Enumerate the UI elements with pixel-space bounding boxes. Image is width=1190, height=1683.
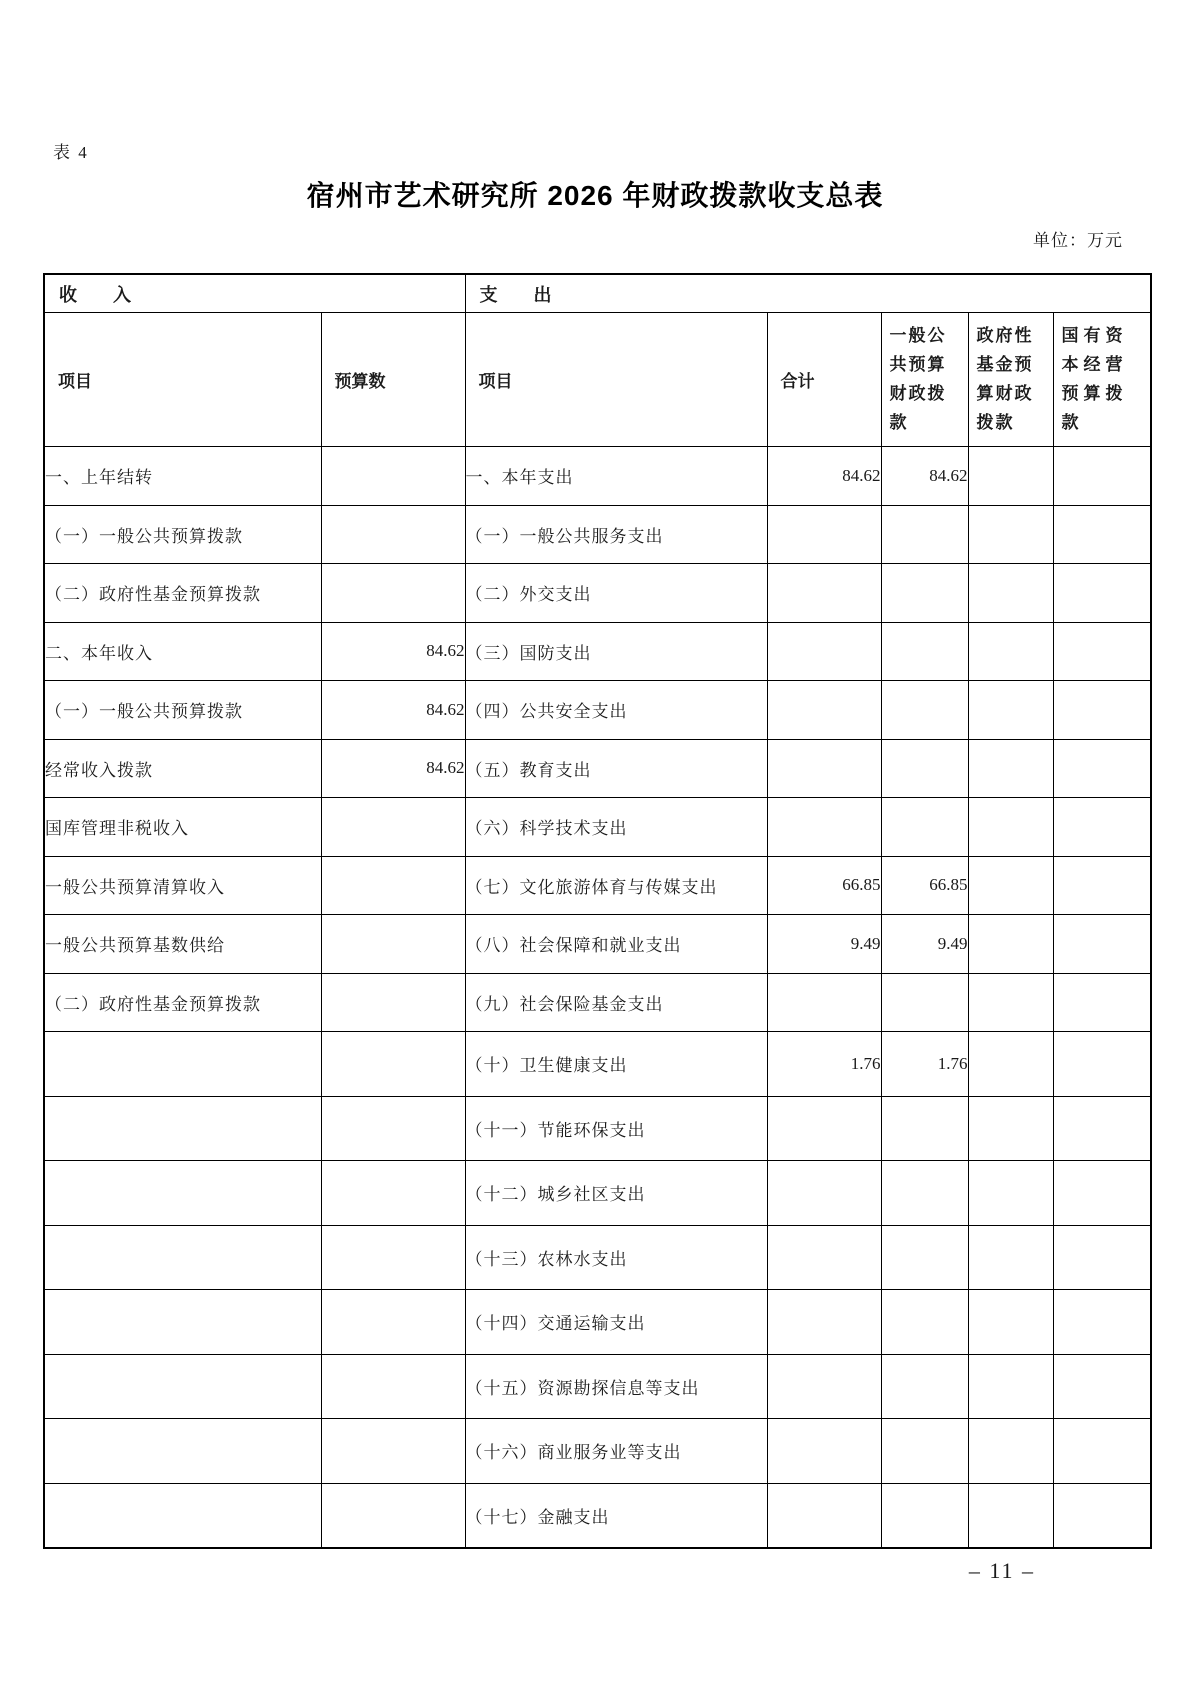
gov-fund-cell bbox=[968, 447, 1053, 506]
total-cell: 1.76 bbox=[767, 1032, 881, 1097]
total-cell bbox=[767, 1419, 881, 1484]
table-row bbox=[44, 505, 1151, 564]
state-capital-cell bbox=[1053, 856, 1151, 915]
income-item-cell bbox=[44, 1354, 321, 1419]
state-capital-cell bbox=[1053, 564, 1151, 623]
column-header-income-item: 项目 bbox=[44, 313, 321, 447]
state-capital-cell bbox=[1053, 1096, 1151, 1161]
unit-note: 单位：万元 bbox=[1033, 231, 1123, 250]
income-budget-cell bbox=[321, 1225, 465, 1290]
income-item-cell bbox=[44, 1483, 321, 1548]
gov-fund-cell bbox=[968, 739, 1053, 798]
total-cell: 84.62 bbox=[767, 447, 881, 506]
income-section-header: 收 入 bbox=[44, 274, 465, 313]
gov-fund-cell bbox=[968, 564, 1053, 623]
exp-item-cell: （四）公共安全支出 bbox=[465, 681, 767, 740]
state-capital-cell bbox=[1053, 1354, 1151, 1419]
total-cell bbox=[767, 1354, 881, 1419]
general-public-cell bbox=[881, 1096, 968, 1161]
general-public-cell bbox=[881, 1354, 968, 1419]
table-row bbox=[44, 1096, 1151, 1161]
total-cell bbox=[767, 1161, 881, 1226]
state-capital-cell bbox=[1053, 1419, 1151, 1484]
gov-fund-cell bbox=[968, 505, 1053, 564]
table-row bbox=[44, 564, 1151, 623]
general-public-cell bbox=[881, 1225, 968, 1290]
income-item-cell: 国库管理非税收入 bbox=[44, 798, 321, 857]
income-budget-cell bbox=[321, 915, 465, 974]
income-item-cell bbox=[44, 1161, 321, 1226]
exp-item-cell: （十一）节能环保支出 bbox=[465, 1096, 767, 1161]
gov-fund-cell bbox=[968, 973, 1053, 1032]
income-item-cell bbox=[44, 1225, 321, 1290]
table-row bbox=[44, 1290, 1151, 1355]
income-item-cell bbox=[44, 1096, 321, 1161]
exp-item-cell: （十七）金融支出 bbox=[465, 1483, 767, 1548]
income-budget-cell bbox=[321, 1419, 465, 1484]
income-budget-cell bbox=[321, 1354, 465, 1419]
column-header-total: 合计 bbox=[767, 313, 881, 447]
state-capital-cell bbox=[1053, 1161, 1151, 1226]
total-cell: 66.85 bbox=[767, 856, 881, 915]
gov-fund-cell bbox=[968, 1290, 1053, 1355]
table-row bbox=[44, 1225, 1151, 1290]
income-item-cell: （二）政府性基金预算拨款 bbox=[44, 564, 321, 623]
state-capital-cell bbox=[1053, 505, 1151, 564]
state-capital-cell bbox=[1053, 973, 1151, 1032]
general-public-cell bbox=[881, 622, 968, 681]
gov-fund-cell bbox=[968, 622, 1053, 681]
exp-item-cell: （五）教育支出 bbox=[465, 739, 767, 798]
state-capital-cell bbox=[1053, 447, 1151, 506]
income-item-cell: 一般公共预算基数供给 bbox=[44, 915, 321, 974]
total-cell bbox=[767, 505, 881, 564]
section-header-row bbox=[44, 274, 1151, 313]
income-item-cell: （二）政府性基金预算拨款 bbox=[44, 973, 321, 1032]
exp-item-cell: （十五）资源勘探信息等支出 bbox=[465, 1354, 767, 1419]
general-public-cell bbox=[881, 1419, 968, 1484]
column-header-gov-fund bbox=[968, 313, 1053, 447]
column-header-general-public-label: 一般公共预算财政拨款 bbox=[889, 326, 947, 432]
income-item-cell bbox=[44, 1032, 321, 1097]
table-row bbox=[44, 447, 1151, 506]
income-item-cell: 经常收入拨款 bbox=[44, 739, 321, 798]
gov-fund-cell bbox=[968, 856, 1053, 915]
total-cell bbox=[767, 681, 881, 740]
state-capital-cell bbox=[1053, 681, 1151, 740]
exp-item-cell: （九）社会保险基金支出 bbox=[465, 973, 767, 1032]
total-cell bbox=[767, 1225, 881, 1290]
total-cell bbox=[767, 622, 881, 681]
income-budget-cell bbox=[321, 973, 465, 1032]
income-budget-cell bbox=[321, 1032, 465, 1097]
general-public-cell: 9.49 bbox=[881, 915, 968, 974]
general-public-cell bbox=[881, 1290, 968, 1355]
general-public-cell: 1.76 bbox=[881, 1032, 968, 1097]
gov-fund-cell bbox=[968, 1483, 1053, 1548]
table-row bbox=[44, 856, 1151, 915]
page-title: 宿州市艺术研究所 2026 年财政拨款收支总表 bbox=[306, 180, 884, 211]
gov-fund-cell bbox=[968, 1225, 1053, 1290]
income-budget-cell bbox=[321, 564, 465, 623]
total-cell bbox=[767, 1483, 881, 1548]
general-public-cell bbox=[881, 798, 968, 857]
exp-item-cell: （七）文化旅游体育与传媒支出 bbox=[465, 856, 767, 915]
income-budget-cell: 84.62 bbox=[321, 681, 465, 740]
income-item-cell: （一）一般公共预算拨款 bbox=[44, 505, 321, 564]
state-capital-cell bbox=[1053, 915, 1151, 974]
exp-item-cell: （十四）交通运输支出 bbox=[465, 1290, 767, 1355]
income-item-cell bbox=[44, 1419, 321, 1484]
income-budget-cell: 84.62 bbox=[321, 622, 465, 681]
table-header bbox=[44, 274, 1151, 447]
state-capital-cell bbox=[1053, 622, 1151, 681]
state-capital-cell bbox=[1053, 1290, 1151, 1355]
table-body bbox=[44, 447, 1151, 1549]
income-budget-cell bbox=[321, 856, 465, 915]
state-capital-cell bbox=[1053, 1483, 1151, 1548]
table-row bbox=[44, 622, 1151, 681]
table-row bbox=[44, 1419, 1151, 1484]
gov-fund-cell bbox=[968, 1419, 1053, 1484]
exp-item-cell: （三）国防支出 bbox=[465, 622, 767, 681]
income-item-cell: 一、上年结转 bbox=[44, 447, 321, 506]
general-public-cell bbox=[881, 1161, 968, 1226]
exp-item-cell: （一）一般公共服务支出 bbox=[465, 505, 767, 564]
income-budget-cell: 84.62 bbox=[321, 739, 465, 798]
column-header-exp-item: 项目 bbox=[465, 313, 767, 447]
table-row bbox=[44, 1032, 1151, 1097]
table-row bbox=[44, 798, 1151, 857]
column-header-row bbox=[44, 313, 1151, 447]
gov-fund-cell bbox=[968, 1354, 1053, 1419]
total-cell: 9.49 bbox=[767, 915, 881, 974]
table-row bbox=[44, 915, 1151, 974]
gov-fund-cell bbox=[968, 1032, 1053, 1097]
state-capital-cell bbox=[1053, 1225, 1151, 1290]
column-header-state-capital-label: 国有资本经营预算拨款 bbox=[1061, 326, 1128, 432]
table-row bbox=[44, 973, 1151, 1032]
budget-table bbox=[43, 273, 1152, 1549]
general-public-cell bbox=[881, 739, 968, 798]
general-public-cell bbox=[881, 681, 968, 740]
income-budget-cell bbox=[321, 1161, 465, 1226]
exp-item-cell: （八）社会保障和就业支出 bbox=[465, 915, 767, 974]
gov-fund-cell bbox=[968, 798, 1053, 857]
gov-fund-cell bbox=[968, 1096, 1053, 1161]
gov-fund-cell bbox=[968, 1161, 1053, 1226]
page-number: – 11 – bbox=[968, 1558, 1035, 1583]
total-cell bbox=[767, 798, 881, 857]
state-capital-cell bbox=[1053, 1032, 1151, 1097]
gov-fund-cell bbox=[968, 681, 1053, 740]
general-public-cell bbox=[881, 505, 968, 564]
income-budget-cell bbox=[321, 1096, 465, 1161]
state-capital-cell bbox=[1053, 798, 1151, 857]
total-cell bbox=[767, 973, 881, 1032]
general-public-cell bbox=[881, 564, 968, 623]
income-budget-cell bbox=[321, 447, 465, 506]
income-item-cell: 一般公共预算清算收入 bbox=[44, 856, 321, 915]
total-cell bbox=[767, 739, 881, 798]
exp-item-cell: （十二）城乡社区支出 bbox=[465, 1161, 767, 1226]
exp-item-cell: （六）科学技术支出 bbox=[465, 798, 767, 857]
gov-fund-cell bbox=[968, 915, 1053, 974]
table-label: 表 4 bbox=[53, 143, 89, 162]
table-row bbox=[44, 1354, 1151, 1419]
table-row bbox=[44, 1161, 1151, 1226]
income-item-cell: 二、本年收入 bbox=[44, 622, 321, 681]
general-public-cell bbox=[881, 973, 968, 1032]
total-cell bbox=[767, 564, 881, 623]
exp-item-cell: （十）卫生健康支出 bbox=[465, 1032, 767, 1097]
exp-item-cell: 一、本年支出 bbox=[465, 447, 767, 506]
column-header-income-budget: 预算数 bbox=[321, 313, 465, 447]
income-budget-cell bbox=[321, 505, 465, 564]
table-row bbox=[44, 681, 1151, 740]
column-header-state-capital bbox=[1053, 313, 1151, 447]
total-cell bbox=[767, 1290, 881, 1355]
income-budget-cell bbox=[321, 798, 465, 857]
exp-item-cell: （十六）商业服务业等支出 bbox=[465, 1419, 767, 1484]
general-public-cell: 84.62 bbox=[881, 447, 968, 506]
exp-item-cell: （十三）农林水支出 bbox=[465, 1225, 767, 1290]
general-public-cell bbox=[881, 1483, 968, 1548]
income-item-cell: （一）一般公共预算拨款 bbox=[44, 681, 321, 740]
exp-item-cell: （二）外交支出 bbox=[465, 564, 767, 623]
income-budget-cell bbox=[321, 1483, 465, 1548]
table-row bbox=[44, 1483, 1151, 1548]
column-header-general-public bbox=[881, 313, 968, 447]
total-cell bbox=[767, 1096, 881, 1161]
column-header-gov-fund-label: 政府性基金预算财政拨款 bbox=[976, 326, 1034, 432]
income-budget-cell bbox=[321, 1290, 465, 1355]
table-row bbox=[44, 739, 1151, 798]
income-item-cell bbox=[44, 1290, 321, 1355]
expenditure-section-header: 支 出 bbox=[465, 274, 1151, 313]
state-capital-cell bbox=[1053, 739, 1151, 798]
general-public-cell: 66.85 bbox=[881, 856, 968, 915]
